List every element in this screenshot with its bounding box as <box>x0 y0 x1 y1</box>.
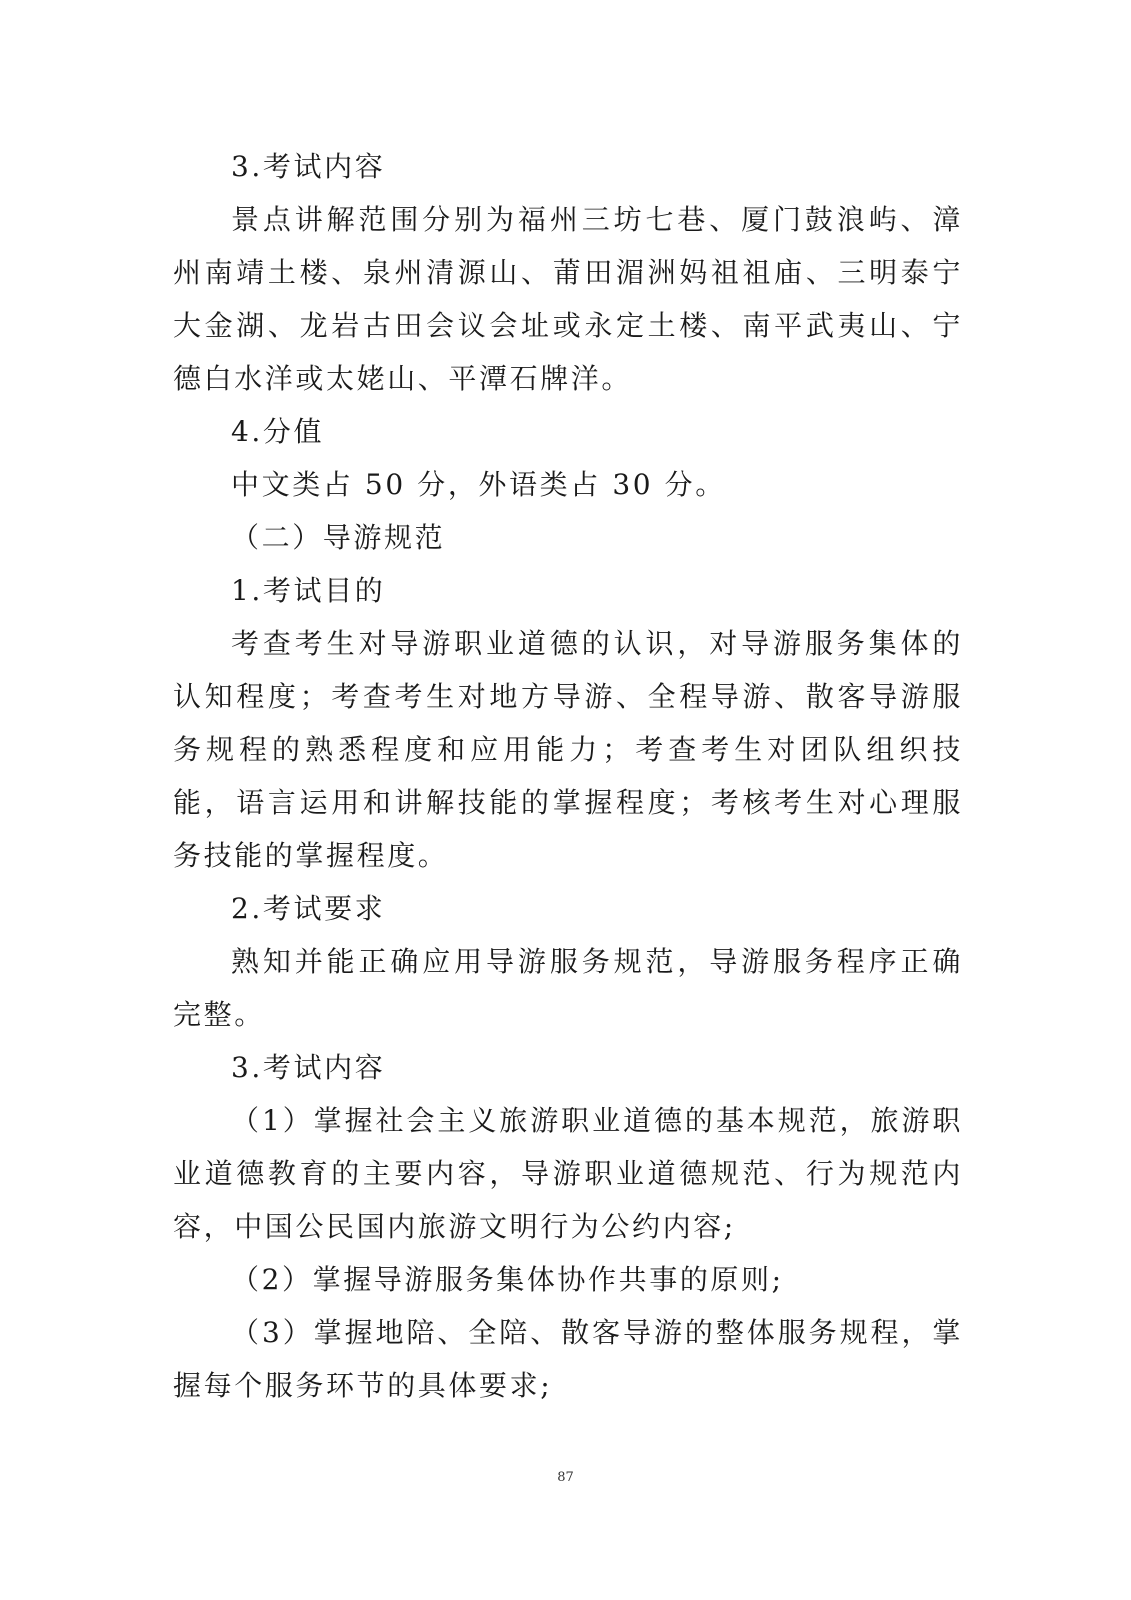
list-item-1: （1）掌握社会主义旅游职业道德的基本规范，旅游职业道德教育的主要内容，导游职业道德规范、行为规范内容，中国公民国内旅游文明行为公约内容; <box>173 1104 963 1243</box>
paragraph-score: 中文类占 50 分，外语类占 30 分。 <box>231 468 726 501</box>
paragraph-exam-purpose: 考查考生对导游职业道德的认识，对导游服务集体的认知程度；考查考生对地方导游、全程导游、散客导游服务规程的熟悉程度和应用能力；考查考生对团队组织技能，语言运用和讲解技能的掌握程度；考核考生对心理服务技能的掌握程度。 <box>173 627 963 872</box>
section-heading-exam-purpose: 1.考试目的 <box>231 574 386 607</box>
paragraph-scenic-spots: 景点讲解范围分别为福州三坊七巷、厦门鼓浪屿、漳州南靖土楼、泉州清源山、莆田湄洲妈祖祖庙、三明泰宁大金湖、龙岩古田会议会址或永定土楼、南平武夷山、宁德白水洋或太姥山、平潭石牌洋。 <box>173 203 963 395</box>
document-body <box>173 140 963 1412</box>
list-item-3: （3）掌握地陪、全陪、散客导游的整体服务规程，掌握每个服务环节的具体要求; <box>173 1316 963 1402</box>
section-heading-exam-content-2: 3.考试内容 <box>231 1051 386 1084</box>
section-heading-score: 4.分值 <box>231 415 325 448</box>
section-heading-exam-content: 3.考试内容 <box>231 150 386 183</box>
section-heading-exam-requirements: 2.考试要求 <box>231 892 386 925</box>
paragraph-exam-requirements: 熟知并能正确应用导游服务规范，导游服务程序正确完整。 <box>173 945 963 1031</box>
page-number: 87 <box>557 1470 574 1485</box>
section-heading-guide-norms: （二）导游规范 <box>231 521 446 554</box>
list-item-2: （2）掌握导游服务集体协作共事的原则; <box>231 1263 784 1296</box>
